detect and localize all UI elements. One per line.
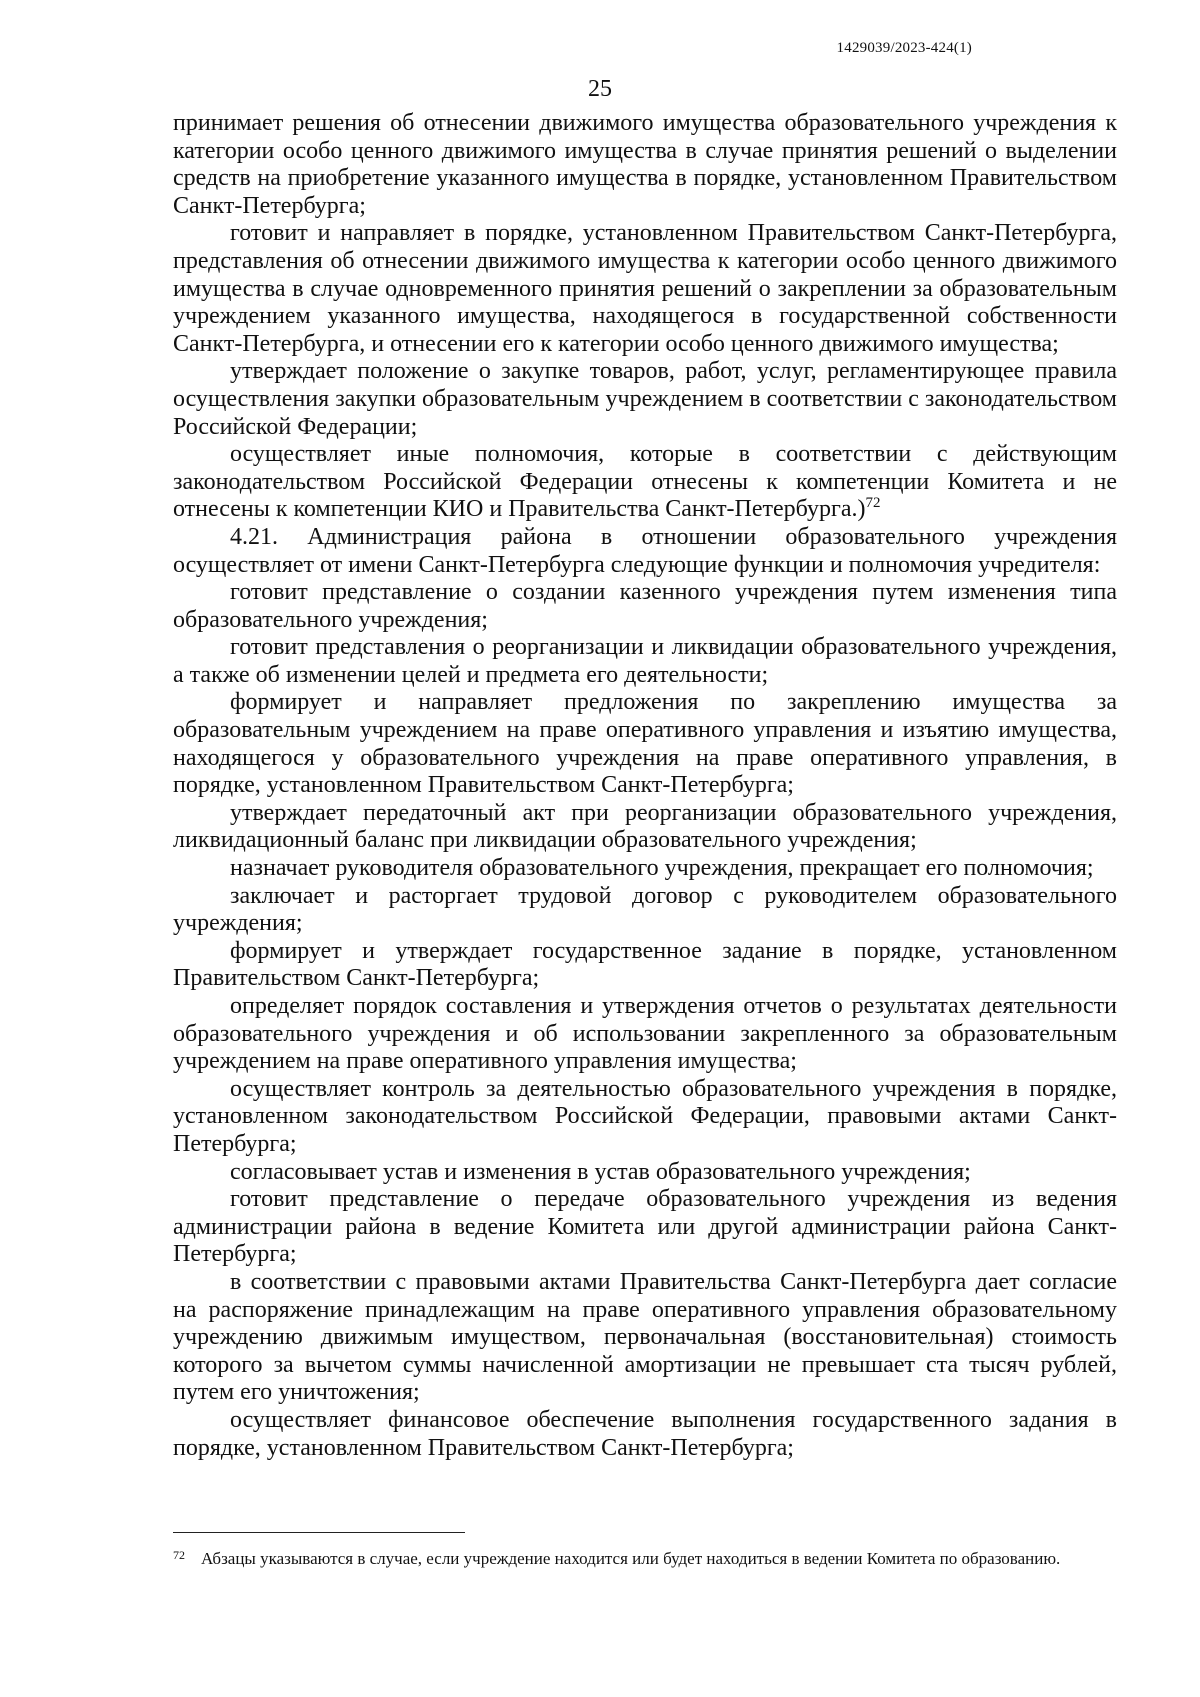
- paragraph: согласовывает устав и изменения в устав образовательного учреждения;: [230, 1158, 971, 1185]
- page-number: 25: [588, 76, 612, 102]
- paragraph: определяет порядок составления и утверждения отчетов о результатах деятельности образовательного учреждения и об использовании закрепленного за образовательным учреждением на праве оперативного управления имущества;: [173, 993, 1117, 1075]
- paragraph-text: осуществляет иные полномочия, которые в соответствии с действующим законодательством Российской Федерации отнесены к компетенции Комитета и не отнесены к компетенции КИО и Правительства Санкт-Петербурга.): [173, 441, 1117, 523]
- paragraph: формирует и утверждает государственное задание в порядке, установленном Правительством Санкт-Петербурга;: [173, 937, 1117, 992]
- paragraph: принимает решения об отнесении движимого имущества образовательного учреждения к категории особо ценного движимого имущества в случае принятия решений о выделении средств на приобретение указанного имущества в порядке, установленном Правительством Санкт-Петербурга;: [173, 110, 1117, 219]
- footnote-marker: 72: [173, 1548, 185, 1562]
- paragraph: утверждает положение о закупке товаров, работ, услуг, регламентирующее правила осуществления закупки образовательным учреждением в соответствии с законодательством Российской Федерации;: [173, 358, 1117, 440]
- paragraph: готовит представления о реорганизации и ликвидации образовательного учреждения, а также об изменении целей и предмета его деятельности;: [173, 634, 1117, 688]
- paragraph: готовит и направляет в порядке, установленном Правительством Санкт-Петербурга, представления об отнесении движимого имущества к категории особо ценного движимого имущества в случае одновременного принятия решений о закреплении за образовательным учреждением указанного имущества, находящегося в государственной собственности Санкт-Петербурга, и отнесении его к категории особо ценного движимого имущества;: [173, 220, 1117, 357]
- paragraph: утверждает передаточный акт при реорганизации образовательного учреждения, ликвидационный баланс при ликвидации образовательного учреждения;: [173, 799, 1117, 854]
- paragraph: осуществляет финансовое обеспечение выполнения государственного задания в порядке, установленном Правительством Санкт-Петербурга;: [173, 1406, 1117, 1461]
- section-4-21-heading-paragraph: 4.21. Администрация района в отношении образовательного учреждения осуществляет от имени Санкт-Петербурга следующие функции и полномочия учредителя:: [173, 523, 1117, 578]
- paragraph: назначает руководителя образовательного учреждения, прекращает его полномочия;: [230, 855, 1094, 882]
- paragraph: готовит представление о создании казенного учреждения путем изменения типа образовательного учреждения;: [173, 579, 1117, 633]
- footnote-reference: 72: [865, 495, 881, 512]
- document-body: [173, 110, 1117, 1462]
- paragraph: в соответствии с правовыми актами Правительства Санкт-Петербурга дает согласие на распоряжение принадлежащим на праве оперативного управления образовательному учреждению движимым имуществом, первоначальная (восстановительная) стоимость которого за вычетом суммы начисленной амортизации не превышает ста тысяч рублей, путем его уничтожения;: [173, 1268, 1117, 1406]
- document-registration-number: 1429039/2023-424(1): [836, 40, 972, 56]
- paragraph: формирует и направляет предложения по закреплению имущества за образовательным учреждением на праве оперативного управления и изъятию имущества, находящегося у образовательного учреждения на праве оперативного управления, в порядке, установленном Правительством Санкт-Петербурга;: [173, 689, 1117, 799]
- footnote-separator: [173, 1532, 465, 1533]
- paragraph: [173, 441, 1117, 524]
- paragraph: заключает и расторгает трудовой договор с руководителем образовательного учреждения;: [173, 882, 1117, 937]
- footnote-text: Абзацы указываются в случае, если учреждение находится или будет находиться в ведении Комитета по образованию.: [201, 1549, 1061, 1568]
- footnote: [173, 1548, 1117, 1570]
- paragraph: готовит представление о передаче образовательного учреждения из ведения администрации района в ведение Комитета или другой администрации района Санкт-Петербурга;: [173, 1186, 1117, 1268]
- paragraph: осуществляет контроль за деятельностью образовательного учреждения в порядке, установленном законодательством Российской Федерации, правовыми актами Санкт-Петербурга;: [173, 1075, 1117, 1157]
